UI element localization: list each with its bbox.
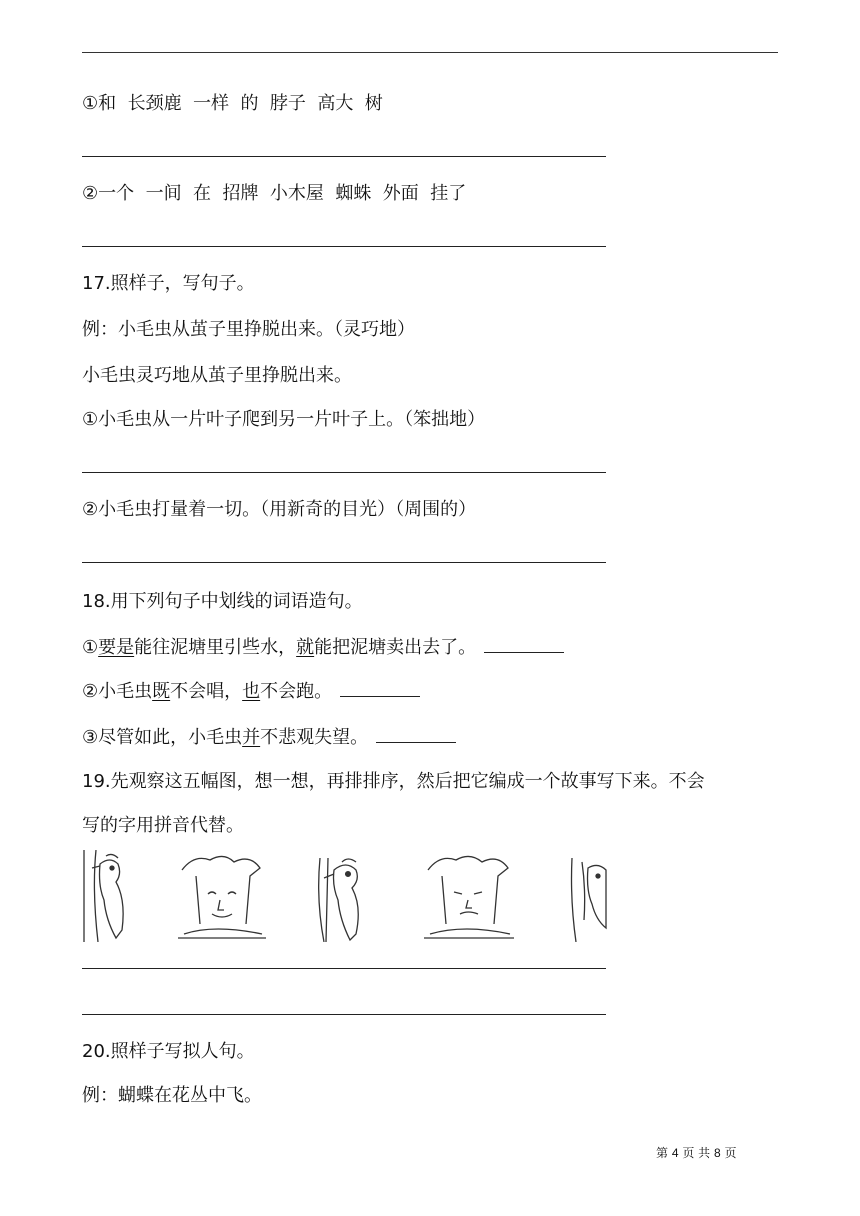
header-rule — [82, 52, 778, 53]
answer-line — [82, 472, 606, 473]
woodpecker-picture-1 — [84, 850, 123, 942]
underlined-word: 既 — [152, 681, 171, 702]
tree-face-picture-2 — [178, 856, 266, 938]
q17-item-2: ②小毛虫打量着一切。（用新奇的目光）（周围的） — [82, 499, 477, 520]
q19-line-2: 写的字用拼音代替。 — [82, 815, 244, 836]
answer-blank — [484, 634, 564, 653]
q18-item-2: ②小毛虫既不会唱，也不会跑。 — [82, 678, 420, 704]
q18-title: 18.用下列句子中划线的词语造句。 — [82, 591, 363, 612]
answer-line — [82, 246, 606, 247]
answer-line — [82, 1014, 606, 1015]
page-footer: 第 4 页 共 8 页 — [656, 1146, 737, 1160]
woodpecker-picture-3 — [319, 858, 359, 942]
story-pictures — [82, 850, 608, 942]
answer-line — [82, 562, 606, 563]
answer-line — [82, 968, 606, 969]
q19-line-1: 19.先观察这五幅图，想一想，再排排序，然后把它编成一个故事写下来。不会 — [82, 771, 705, 792]
woodpecker-picture-5 — [572, 858, 607, 942]
page-number: 4 — [671, 1146, 679, 1160]
underlined-word: 就 — [296, 637, 315, 658]
total-pages: 8 — [714, 1146, 721, 1160]
q16-item-1: ①和 长颈鹿 一样 的 脖子 高大 树 — [82, 93, 383, 114]
q17-item-1: ①小毛虫从一片叶子爬到另一片叶子上。（笨拙地） — [82, 409, 486, 430]
underlined-word: 并 — [242, 727, 261, 748]
answer-blank — [340, 678, 420, 697]
q18-item-1: ①要是能往泥塘里引些水，就能把泥塘卖出去了。 — [82, 634, 564, 660]
q17-example-answer: 小毛虫灵巧地从茧子里挣脱出来。 — [82, 365, 352, 386]
q18-item-3: ③尽管如此，小毛虫并不悲观失望。 — [82, 724, 456, 750]
answer-line — [82, 156, 606, 157]
q17-example: 例：小毛虫从茧子里挣脱出来。（灵巧地） — [82, 319, 415, 340]
q20-example: 例：蝴蝶在花丛中飞。 — [82, 1085, 262, 1106]
underlined-word: 也 — [242, 681, 261, 702]
underlined-word: 要是 — [98, 637, 135, 658]
answer-blank — [376, 724, 456, 743]
q16-item-2: ②一个 一间 在 招牌 小木屋 蜘蛛 外面 挂了 — [82, 183, 467, 204]
tree-face-picture-4 — [424, 856, 514, 938]
q17-title: 17.照样子，写句子。 — [82, 273, 255, 294]
q20-title: 20.照样子写拟人句。 — [82, 1041, 255, 1062]
